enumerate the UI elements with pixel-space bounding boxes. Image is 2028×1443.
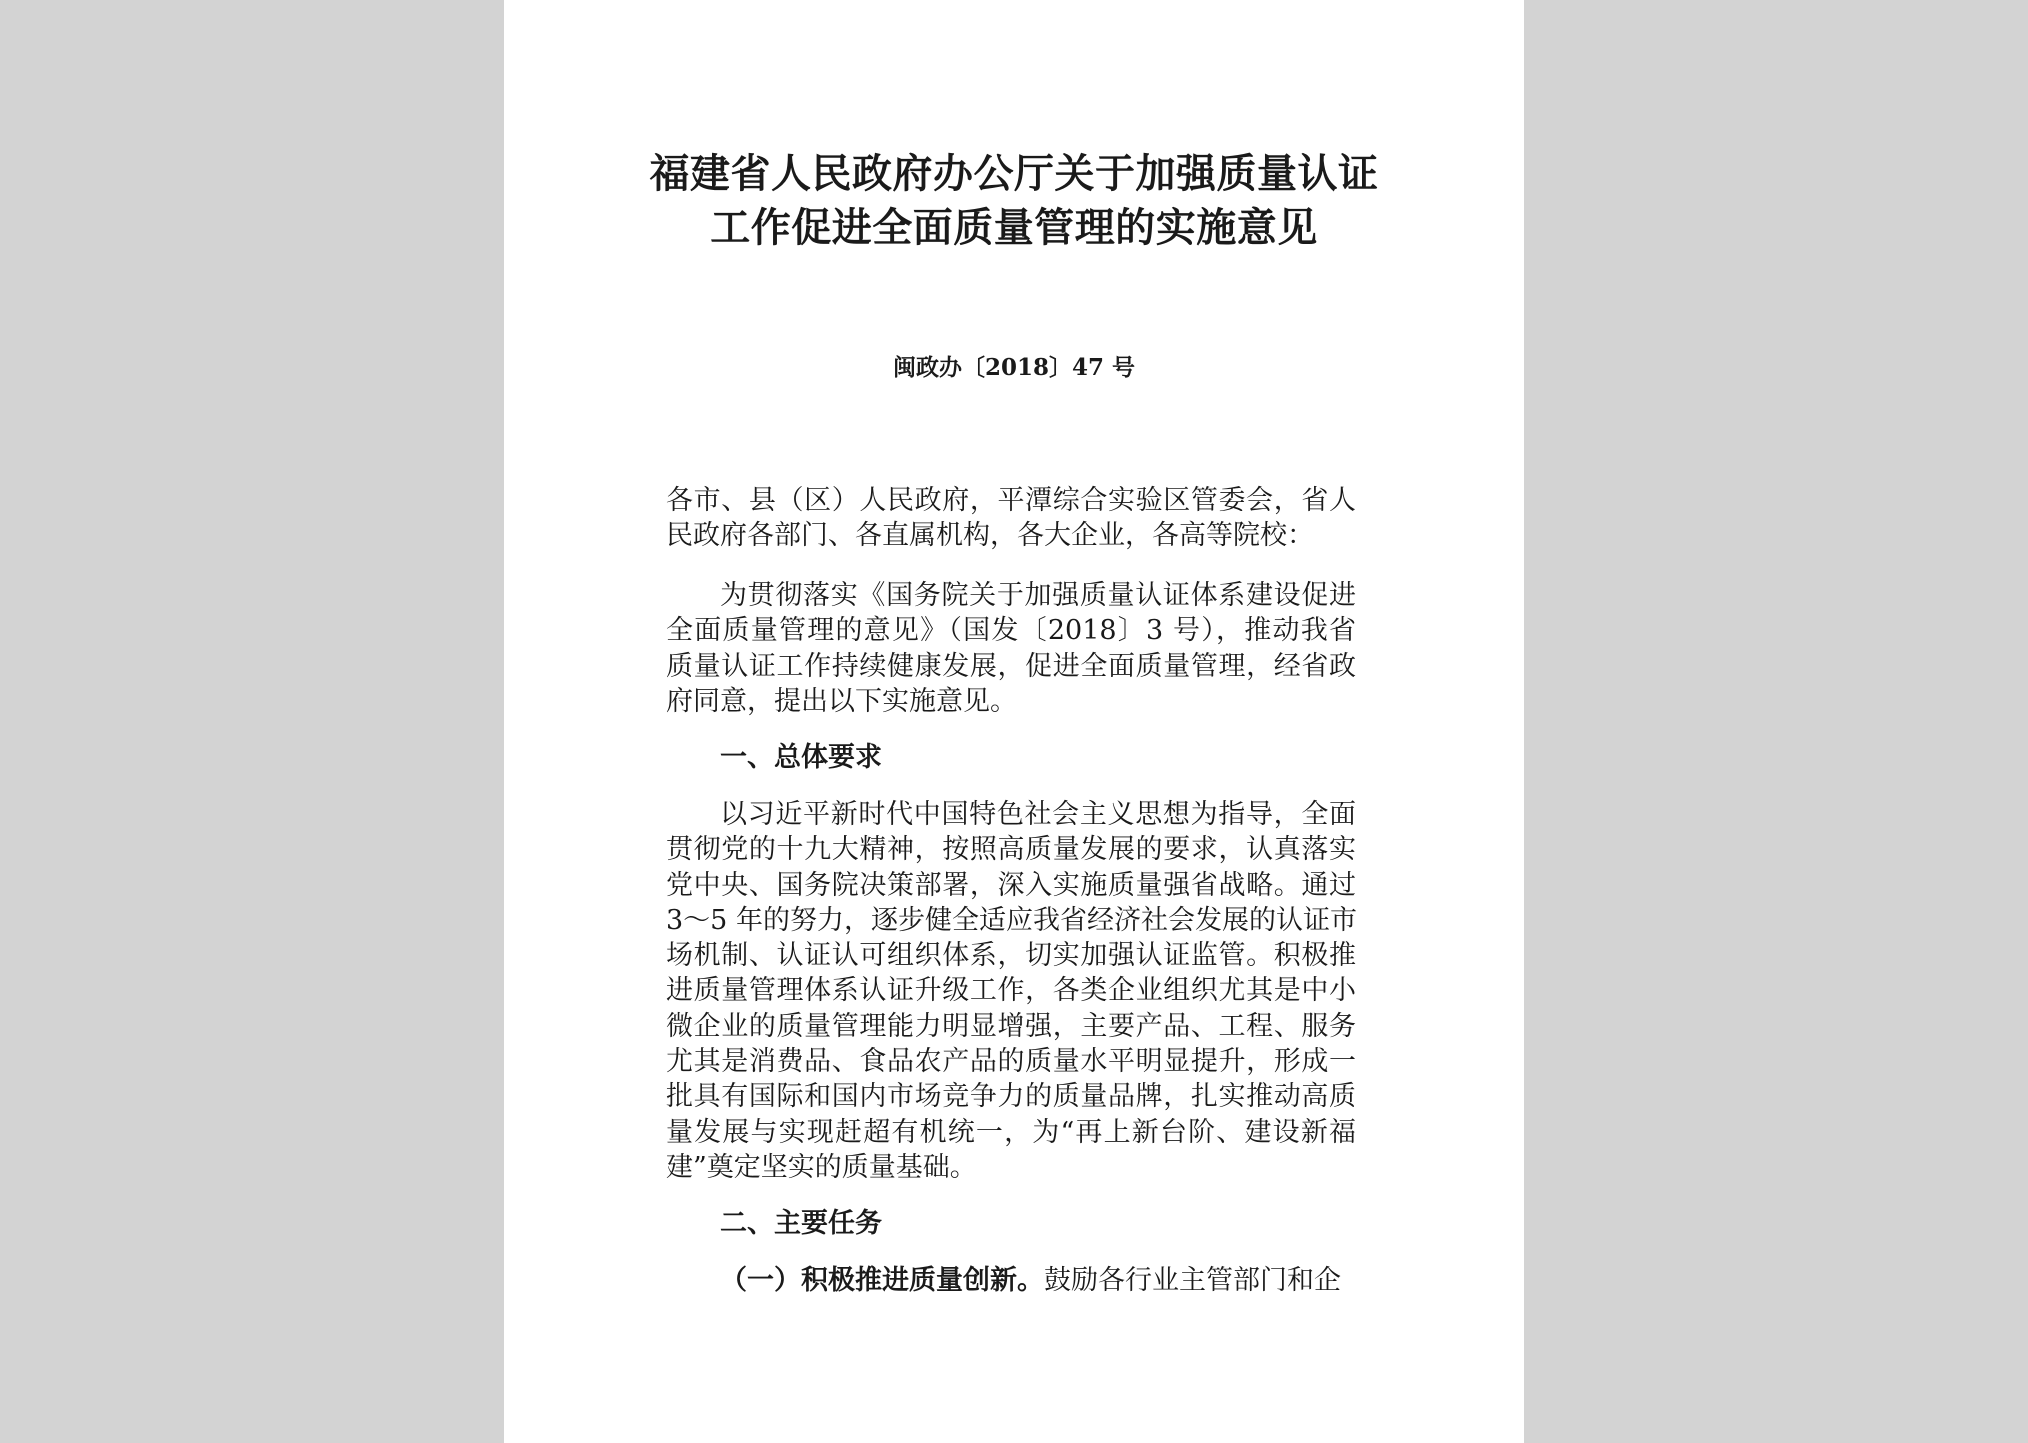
section-heading: 二、主要任务 (720, 1208, 882, 1239)
paragraph-line: 微企业的质量管理能力明显增强，主要产品、工程、服务 (666, 1010, 1356, 1042)
paragraph-line: 为贯彻落实《国务院关于加强质量认证体系建设促进 (720, 580, 1356, 611)
document-title-line-2: 工作促进全面质量管理的实施意见 (710, 204, 1318, 251)
task-item-title: （一）积极推进质量创新。 (720, 1265, 1044, 1296)
section1-paragraph (666, 797, 1356, 1185)
document-number: 闽政办〔2018〕47 号 (892, 354, 1136, 381)
addressee-line: 各市、县（区）人民政府，平潭综合实验区管委会，省人 (666, 485, 1356, 516)
paragraph-line: 党中央、国务院决策部署，深入实施质量强省战略。通过 (666, 869, 1356, 901)
addressee-block (666, 483, 1356, 554)
paragraph-line: 尤其是消费品、食品农产品的质量水平明显提升，形成一 (666, 1046, 1356, 1078)
paragraph-line: 3～5 年的努力，逐步健全适应我省经济社会发展的认证市 (666, 904, 1357, 936)
paragraph-line: 以习近平新时代中国特色社会主义思想为指导，全面 (720, 799, 1356, 830)
task-item-text: 鼓励各行业主管部门和企 (1044, 1265, 1341, 1296)
paragraph-line: 批具有国际和国内市场竞争力的质量品牌，扎实推动高质 (666, 1081, 1356, 1113)
paragraph-line: 进质量管理体系认证升级工作，各类企业组织尤其是中小 (666, 975, 1356, 1007)
paragraph-line: 府同意，提出以下实施意见。 (666, 685, 1017, 717)
paragraph-line (666, 1263, 1356, 1298)
section-heading: 一、总体要求 (720, 742, 882, 773)
document-page (504, 0, 1524, 1443)
paragraph-line: 全面质量管理的意见》（国发〔2018〕3 号），推动我省 (666, 615, 1356, 647)
section2-paragraph (666, 1263, 1356, 1298)
intro-paragraph (666, 578, 1356, 719)
addressee-line: 民政府各部门、各直属机构，各大企业，各高等院校： (666, 520, 1314, 552)
paragraph-line: 质量认证工作持续健康发展，促进全面质量管理，经省政 (666, 650, 1356, 682)
paragraph-line: 建”奠定坚实的质量基础。 (666, 1151, 977, 1183)
paragraph-line: 量发展与实现赶超有机统一，为“再上新台阶、建设新福 (666, 1116, 1356, 1148)
paragraph-line: 场机制、认证认可组织体系，切实加强认证监管。积极推 (666, 940, 1356, 972)
paragraph-line: 贯彻党的十九大精神，按照高质量发展的要求，认真落实 (666, 834, 1356, 866)
document-title-line-1: 福建省人民政府办公厅关于加强质量认证 (649, 150, 1379, 197)
